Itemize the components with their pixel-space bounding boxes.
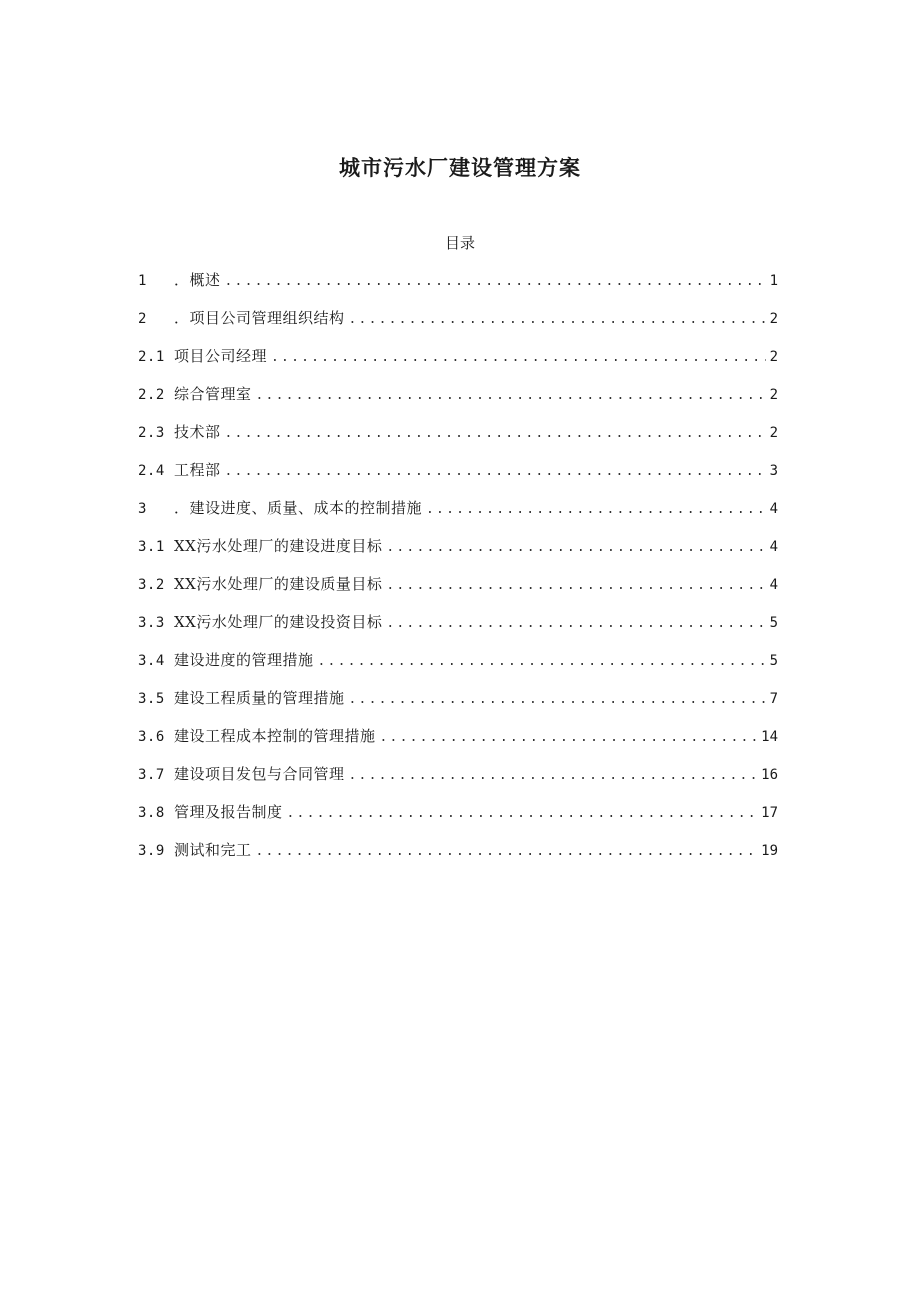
toc-entry-number: 2.3 — [138, 425, 165, 441]
toc-entry[interactable] — [138, 608, 778, 646]
toc-heading: 目录 — [444, 234, 475, 252]
toc-entry-label — [138, 722, 376, 751]
toc-leader-dots — [318, 648, 766, 676]
toc-entry-label — [138, 532, 382, 561]
toc-entry[interactable] — [138, 494, 778, 532]
toc-leader-dots — [287, 800, 758, 828]
toc-entry-page: 1 — [769, 273, 778, 289]
toc-leader-dots — [256, 838, 758, 866]
toc-entry-label — [138, 456, 221, 485]
toc-leader-dots — [386, 610, 765, 638]
toc-entry[interactable] — [138, 570, 778, 608]
toc-entry-number: 3 — [138, 501, 147, 517]
toc-entry-text: 工程部 — [174, 461, 221, 479]
toc-entry-text: 管理及报告制度 — [174, 803, 283, 821]
toc-entry-text: ．概述 — [174, 271, 221, 289]
toc-entry[interactable] — [138, 532, 778, 570]
toc-entry[interactable] — [138, 836, 778, 874]
toc-entry-label — [138, 266, 221, 295]
toc-entry-page: 17 — [761, 805, 778, 821]
toc-entry-label — [138, 342, 267, 371]
toc-entry[interactable] — [138, 266, 778, 304]
toc-leader-dots — [426, 496, 766, 524]
toc-entry[interactable] — [138, 798, 778, 836]
toc-entry-page: 3 — [769, 463, 778, 479]
toc-entry[interactable] — [138, 342, 778, 380]
toc-entry-text: 综合管理室 — [174, 385, 252, 403]
toc-entry-text: XX污水处理厂的建设质量目标 — [174, 575, 383, 593]
toc-leader-dots — [349, 306, 766, 334]
toc-entry-page: 2 — [769, 311, 778, 327]
toc-entry[interactable] — [138, 304, 778, 342]
toc-entry[interactable] — [138, 684, 778, 722]
toc-entry-number: 1 — [138, 273, 147, 289]
toc-entry-number: 3.9 — [138, 843, 165, 859]
toc-entry-label — [138, 304, 345, 333]
toc-leader-dots — [349, 686, 766, 714]
toc-entry[interactable] — [138, 760, 778, 798]
toc-entry-page: 19 — [761, 843, 778, 859]
toc-entry-number: 3.2 — [138, 577, 165, 593]
toc-entry-label — [138, 570, 382, 599]
toc-entry-label — [138, 836, 252, 865]
toc-entry-number: 3.5 — [138, 691, 165, 707]
toc-entry-page: 4 — [769, 539, 778, 555]
toc-entry-label — [138, 760, 345, 789]
toc-entry-page: 4 — [769, 577, 778, 593]
toc-entry[interactable] — [138, 380, 778, 418]
table-of-contents — [138, 266, 778, 874]
toc-entry-text: 建设项目发包与合同管理 — [174, 765, 345, 783]
toc-entry-page: 5 — [769, 653, 778, 669]
toc-entry-number: 2.2 — [138, 387, 165, 403]
toc-entry[interactable] — [138, 722, 778, 760]
toc-entry-label — [138, 646, 314, 675]
toc-entry-text: 建设工程质量的管理措施 — [174, 689, 345, 707]
toc-entry-page: 2 — [769, 425, 778, 441]
toc-leader-dots — [225, 458, 766, 486]
document-title: 城市污水厂建设管理方案 — [339, 156, 581, 180]
toc-entry-number: 3.7 — [138, 767, 165, 783]
toc-entry-label — [138, 684, 345, 713]
toc-entry-number: 2.4 — [138, 463, 165, 479]
toc-entry-page: 7 — [769, 691, 778, 707]
toc-entry-text: 建设工程成本控制的管理措施 — [174, 727, 376, 745]
toc-leader-dots — [380, 724, 758, 752]
toc-entry-number: 3.3 — [138, 615, 165, 631]
toc-entry-page: 5 — [769, 615, 778, 631]
toc-entry-text: XX污水处理厂的建设进度目标 — [174, 537, 383, 555]
toc-entry-label — [138, 608, 382, 637]
toc-leader-dots — [386, 534, 765, 562]
toc-entry-label — [138, 418, 221, 447]
toc-entry-text: 项目公司经理 — [174, 347, 268, 365]
toc-leader-dots — [349, 762, 758, 790]
toc-entry-number: 3.6 — [138, 729, 165, 745]
toc-leader-dots — [225, 268, 766, 296]
toc-entry-number: 3.4 — [138, 653, 165, 669]
toc-entry[interactable] — [138, 456, 778, 494]
toc-entry-text: 技术部 — [174, 423, 221, 441]
toc-entry-label — [138, 494, 422, 523]
toc-entry-label — [138, 798, 283, 827]
toc-entry[interactable] — [138, 646, 778, 684]
toc-leader-dots — [386, 572, 765, 600]
toc-entry-number: 3.8 — [138, 805, 165, 821]
toc-entry-text: XX污水处理厂的建设投资目标 — [174, 613, 383, 631]
toc-leader-dots — [271, 344, 766, 372]
toc-entry-page: 2 — [769, 387, 778, 403]
toc-entry-text: 建设进度的管理措施 — [174, 651, 314, 669]
toc-entry-text: 测试和完工 — [174, 841, 252, 859]
toc-leader-dots — [256, 382, 766, 410]
toc-entry-text: ．建设进度、质量、成本的控制措施 — [174, 499, 423, 517]
toc-leader-dots — [225, 420, 766, 448]
toc-entry-label — [138, 380, 252, 409]
toc-entry-page: 16 — [761, 767, 778, 783]
toc-entry-page: 2 — [769, 349, 778, 365]
toc-entry-number: 2.1 — [138, 349, 165, 365]
toc-entry-text: ．项目公司管理组织结构 — [174, 309, 345, 327]
toc-entry-number: 2 — [138, 311, 147, 327]
toc-entry[interactable] — [138, 418, 778, 456]
toc-entry-page: 14 — [761, 729, 778, 745]
toc-entry-number: 3.1 — [138, 539, 165, 555]
toc-entry-page: 4 — [769, 501, 778, 517]
